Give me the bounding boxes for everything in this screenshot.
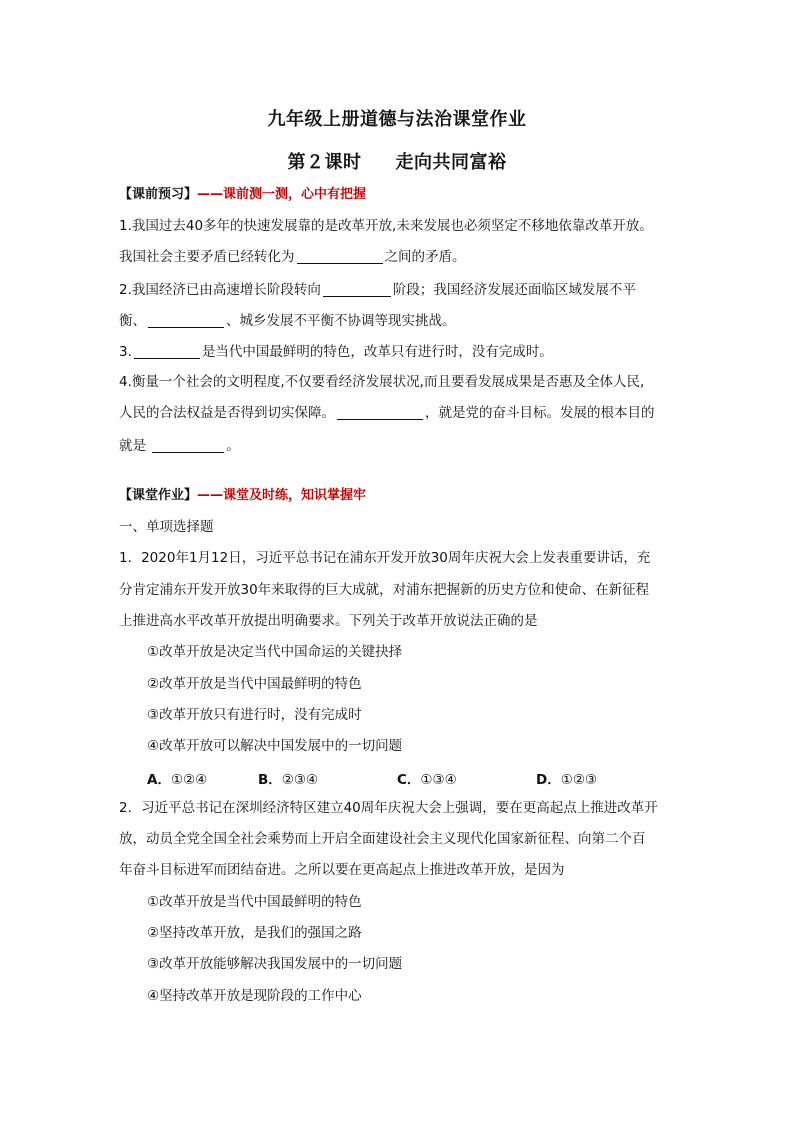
q2-text-before: 2.我国经济已由高速增长阶段转向 bbox=[119, 282, 321, 298]
preview-q2-line1 bbox=[119, 281, 636, 299]
choice-text: ①②③ bbox=[560, 772, 598, 788]
preview-q4-line3 bbox=[119, 437, 240, 455]
q2-statement-1: ①改革开放是当代中国最鲜明的特色 bbox=[147, 894, 362, 910]
q2-stem-line1: 2．习近平总书记在深圳经济特区建立40周年庆祝大会上强调，要在更高起点上推进改革开 bbox=[119, 800, 658, 816]
q1-stem-line3: 上推进高水平改革开放提出明确要求。下列关于改革开放说法正确的是 bbox=[119, 613, 538, 629]
choice-letter: C． bbox=[397, 772, 421, 788]
page-title: 九年级上册道德与法治课堂作业 bbox=[267, 109, 527, 130]
preview-q4-line1: 4.衡量一个社会的文明程度,不仅要看经济发展状况,而且要看发展成果是否惠及全体人民, bbox=[119, 374, 645, 390]
choice-letter: D． bbox=[536, 772, 561, 788]
fill-blank[interactable] bbox=[323, 282, 391, 297]
q2-text-after: 阶段；我国经济发展还面临区域发展不平 bbox=[392, 282, 636, 298]
q1-choice-c[interactable] bbox=[397, 768, 457, 788]
fill-blank[interactable] bbox=[148, 313, 224, 328]
classwork-slogan: ——课堂及时练，知识掌握牢 bbox=[197, 488, 367, 503]
classwork-heading: 【课堂作业】 bbox=[119, 488, 198, 503]
preview-heading: 【课前预习】 bbox=[119, 187, 198, 202]
q2-stem-line2: 放，动员全党全国全社会乘势而上开启全面建设社会主义现代化国家新征程、向第二个百 bbox=[119, 831, 646, 847]
q2-statement-4: ④坚持改革开放是现阶段的工作中心 bbox=[147, 988, 362, 1004]
classwork-heading-line bbox=[119, 487, 366, 505]
q1-text-after: 之间的矛盾。 bbox=[384, 249, 466, 265]
lesson-title bbox=[0, 148, 794, 174]
preview-q4-line2 bbox=[119, 404, 655, 422]
q3-number: 3. bbox=[119, 344, 132, 360]
preview-slogan: ——课前测一测，心中有把握 bbox=[197, 187, 367, 202]
choice-text: ①③④ bbox=[420, 772, 457, 788]
preview-q1-line1: 1.我国过去40多年的快速发展靠的是改革开放,未来发展也必须坚定不移地依靠改革开放。 bbox=[119, 218, 653, 234]
q4c-text-after: 。 bbox=[226, 438, 240, 454]
q1-statement-1: ①改革开放是决定当代中国命运的关键抉择 bbox=[147, 644, 403, 660]
q1-stem-line1: 1．2020年1月12日，习近平总书记在浦东开发开放30周年庆祝大会上发表重要讲话，充 bbox=[119, 550, 651, 566]
preview-q2-line2 bbox=[119, 312, 456, 330]
q1-statement-3: ③改革开放只有进行时，没有完成时 bbox=[147, 707, 362, 723]
q2-statement-3: ③改革开放能够解决我国发展中的一切问题 bbox=[147, 956, 403, 972]
choice-letter: B． bbox=[258, 772, 282, 788]
q3-text-after: 是当代中国最鲜明的特色，改革只有进行时，没有完成时。 bbox=[201, 344, 553, 360]
q2-stem-line3: 年奋斗目标进军而团结奋进。之所以要在更高起点上推进改革开放，是因为 bbox=[119, 862, 565, 878]
q2-statement-2: ②坚持改革开放，是我们的强国之路 bbox=[147, 925, 362, 941]
q1-stem-line2: 分肯定浦东开发开放30年来取得的巨大成就，对浦东把握新的历史方位和使命、在新征程 bbox=[119, 582, 650, 598]
q2b-text-before: 衡、 bbox=[119, 313, 146, 329]
q1-statement-2: ②改革开放是当代中国最鲜明的特色 bbox=[147, 676, 362, 692]
preview-q1-line2 bbox=[119, 248, 466, 266]
q1-text-before: 我国社会主要矛盾已经转化为 bbox=[119, 249, 295, 265]
q1-choice-a[interactable] bbox=[147, 768, 207, 788]
q2b-text-after: 、城乡发展不平衡不协调等现实挑战。 bbox=[226, 313, 456, 329]
lesson-number: 第２课时 bbox=[287, 152, 362, 173]
fill-blank[interactable] bbox=[152, 438, 224, 453]
q4c-text-before: 就是 bbox=[119, 438, 151, 454]
choice-text: ②③④ bbox=[281, 772, 319, 788]
section-title: 一、单项选择题 bbox=[119, 519, 214, 535]
lesson-name: 走向共同富裕 bbox=[395, 152, 507, 173]
q1-statement-4: ④改革开放可以解决中国发展中的一切问题 bbox=[147, 738, 403, 754]
choice-text: ①②④ bbox=[170, 772, 208, 788]
q4-text-after: ，就是党的奋斗目标。发展的根本目的 bbox=[425, 405, 655, 421]
q1-choice-b[interactable] bbox=[258, 768, 318, 788]
q1-choice-d[interactable] bbox=[536, 768, 597, 788]
choice-letter: A． bbox=[147, 772, 171, 788]
fill-blank[interactable] bbox=[134, 344, 200, 359]
preview-q3-line bbox=[119, 343, 553, 361]
fill-blank[interactable] bbox=[297, 249, 383, 264]
fill-blank[interactable] bbox=[337, 405, 423, 420]
preview-heading-line bbox=[119, 186, 366, 204]
q4-text-before: 人民的合法权益是否得到切实保障。 bbox=[119, 405, 335, 421]
